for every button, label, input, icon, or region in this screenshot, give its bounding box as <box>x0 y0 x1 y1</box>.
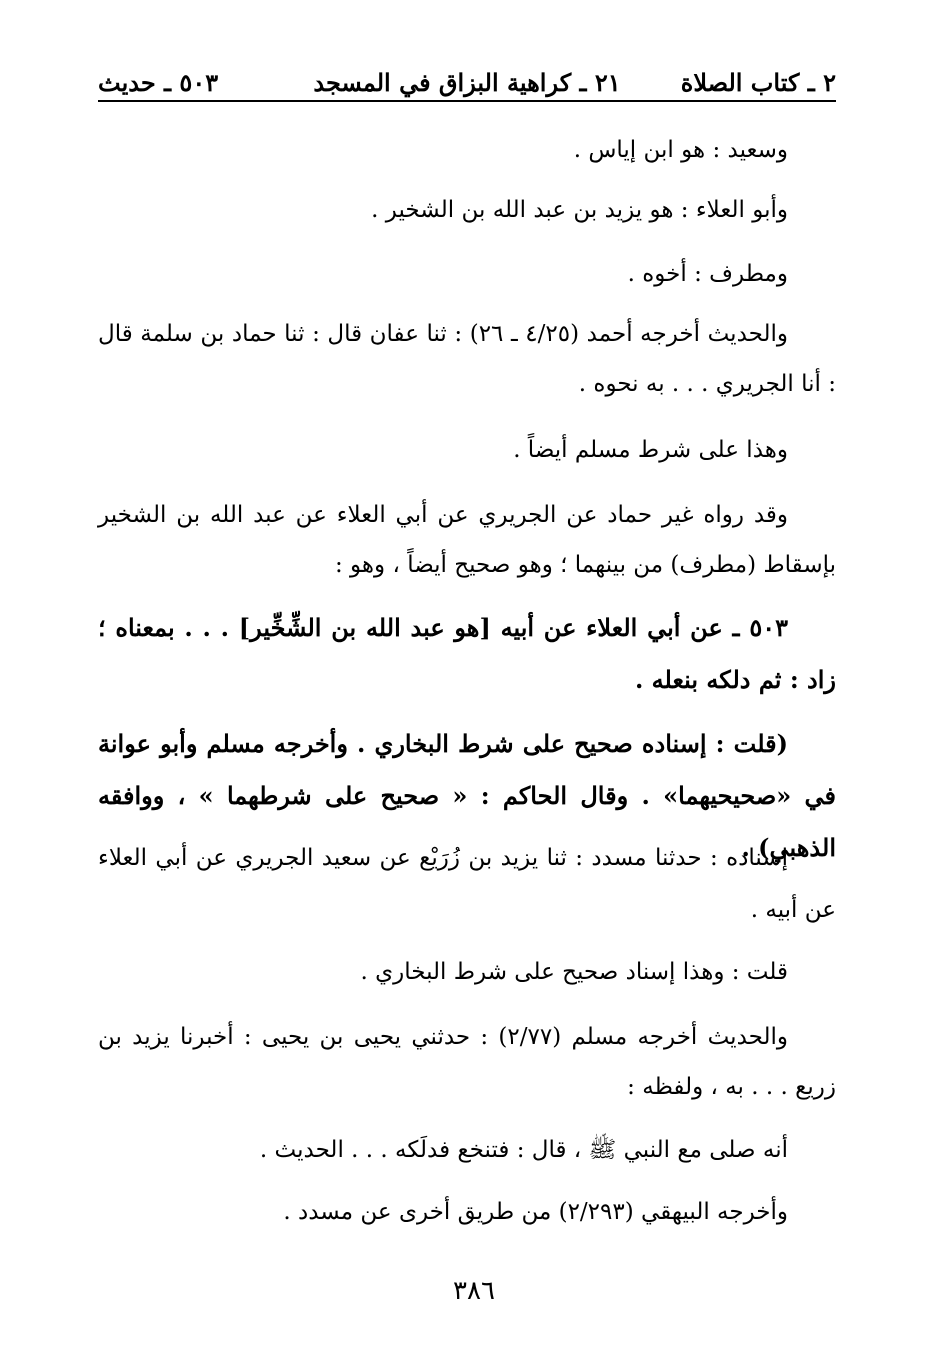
paragraph-10 <box>98 942 836 1002</box>
header-hadith-number: ٥٠٣ ـ حديث <box>98 68 219 97</box>
paragraph-1 <box>98 120 836 180</box>
paragraph-text: ومطرف : أخوه . <box>627 261 788 287</box>
note-text: (قلت : إسناده صحيح على شرط البخاري . وأخرجه مسلم وأبو عوانة في «صحيحيهما» . وقال الحاكم : « صحيح على شرطهما » ، ووافقه الذهبي) . <box>98 729 836 862</box>
paragraph-text: قلت : وهذا إسناد صحيح على شرط البخاري . <box>360 959 788 985</box>
paragraph-2 <box>98 180 836 240</box>
paragraph-text: وقد رواه غير حماد عن الجريري عن أبي العلاء عن عبد الله بن الشخير بإسقاط (مطرف) من بينهما ؛ وهو صحيح أيضاً ، وهو : <box>98 502 836 578</box>
header-rule <box>98 100 836 102</box>
paragraph-3 <box>98 244 836 304</box>
paragraph-12 <box>98 1120 836 1180</box>
paragraph-6 <box>98 490 836 590</box>
paragraph-13 <box>98 1182 836 1242</box>
hadith-503 <box>98 602 836 706</box>
paragraph-4 <box>98 309 836 409</box>
paragraph-5 <box>98 420 836 480</box>
paragraph-11 <box>98 1012 836 1112</box>
paragraph-text: أنه صلى مع النبي ﷺ ، قال : فتنخع فدلَكه . . . الحديث . <box>259 1137 788 1163</box>
paragraph-text: وأخرجه البيهقي (٢/٢٩٣) من طريق أخرى عن مسدد . <box>283 1199 788 1225</box>
header-book-title: ٢ ـ كتاب الصلاة <box>680 68 836 97</box>
paragraph-isnad <box>98 832 836 936</box>
paragraph-text: وأبو العلاء : هو يزيد بن عبد الله بن الشخير . <box>371 197 788 223</box>
paragraph-text: والحديث أخرجه أحمد (٤/٢٥ ـ ٢٦) : ثنا عفان قال : ثنا حماد بن سلمة قال : أنا الجريري . . . به نحوه . <box>98 321 836 397</box>
paragraph-text: وهذا على شرط مسلم أيضاً . <box>513 437 788 463</box>
hadith-text: ٥٠٣ ـ عن أبي العلاء عن أبيه [هو عبد الله بن الشِّخِّير] . . . بمعناه ؛ زاد : ثم دلكه بنعله . <box>98 613 836 694</box>
page-number: ٣٨٦ <box>453 1276 495 1306</box>
running-header <box>98 62 836 102</box>
paragraph-text: إسناده : حدثنا مسدد : ثنا يزيد بن زُرَيْع عن سعيد الجريري عن أبي العلاء عن أبيه . <box>98 845 836 923</box>
paragraph-text: وسعيد : هو ابن إياس . <box>573 137 788 163</box>
paragraph-text: والحديث أخرجه مسلم (٢/٧٧) : حدثني يحيى بن يحيى : أخبرنا يزيد بن زريع . . . به ، ولفظه : <box>98 1024 836 1100</box>
header-chapter-title: ٢١ ـ كراهية البزاق في المسجد <box>313 68 621 97</box>
